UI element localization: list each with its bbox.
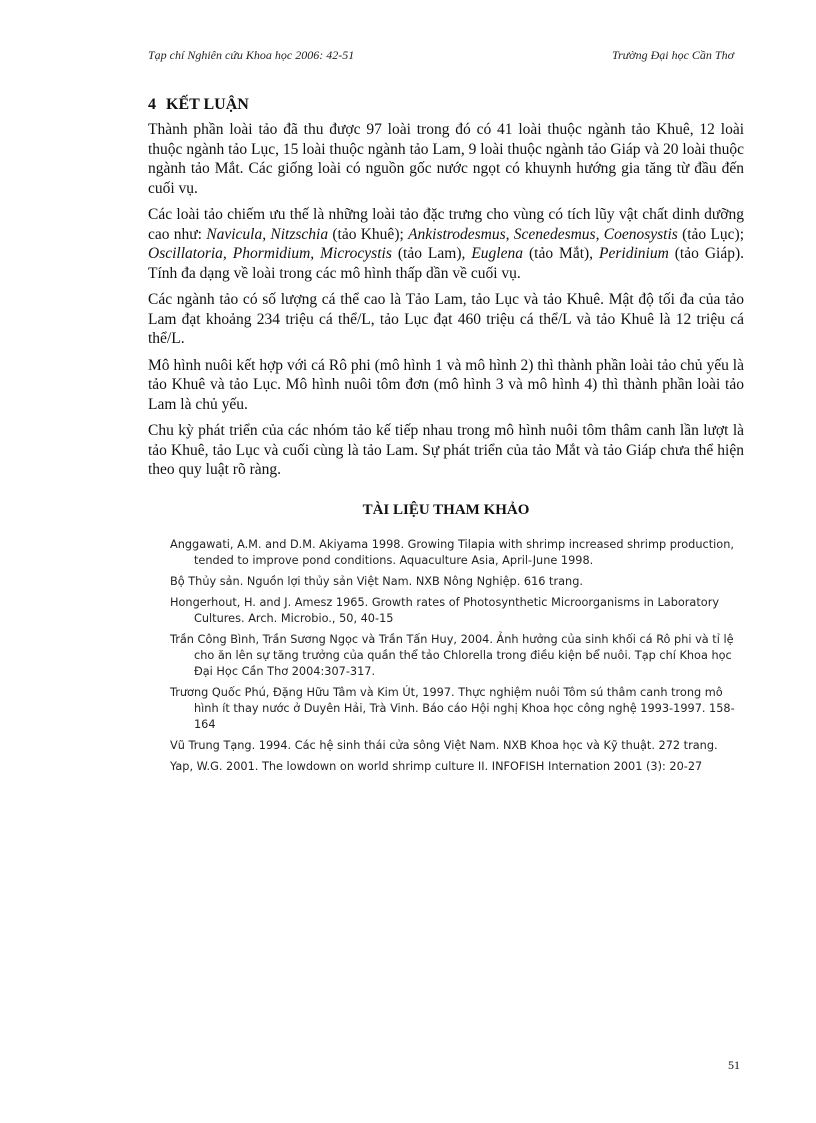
page-number: 51 [728,1058,740,1072]
paragraph-text: (tảo Giáp). Tính đa dạng về loài trong các mô hình thấp dần về cuối vụ. [148,245,744,282]
species-name: Euglena [471,245,523,262]
conclusion-paragraph-2 [148,205,744,283]
species-name: Oscillatoria, Phormidium, Microcystis [148,245,392,262]
paragraph-text: Các loài tảo chiếm ưu thế là những loài tảo đặc trưng cho vùng có tích lũy vật chất dinh dưỡng cao như: [148,206,744,243]
paragraph-text: (tảo Lam), [391,245,472,262]
species-name: Navicula, Nitzschia [206,225,329,243]
section-title: KẾT LUẬN [166,96,249,113]
running-header [148,48,734,63]
reference-item: Bộ Thủy sản. Nguồn lợi thủy sản Việt Nam. NXB Nông Nghiệp. 616 trang. [170,574,583,588]
species-name: Peridinium [599,245,669,262]
section-heading [148,96,744,114]
conclusion-paragraph-3: Các ngành tảo có số lượng cá thể cao là Tảo Lam, tảo Lục và tảo Khuê. Mật độ tối đa của tảo Lam đạt khoảng 234 triệu cá thể/L, tảo Lục đạt 460 triệu cá thể/L và tảo Khuê là 12 triệu cá thể/L. [148,291,744,347]
reference-item: Hongerhout, H. and J. Amesz 1965. Growth rates of Photosynthetic Microorganisms in Laboratory Cultures. Arch. Microbio., 50, 40-15 [170,595,720,625]
reference-list [148,537,744,775]
paragraph-text: (tảo Mắt), [523,245,600,262]
institution-name: Trường Đại học Cần Thơ [611,48,734,62]
reference-item: Yap, W.G. 2001. The lowdown on world shrimp culture II. INFOFISH Internation 2001 (3): 20-27 [170,759,703,773]
reference-item: Trương Quốc Phú, Đặng Hữu Tâm và Kim Út, 1997. Thực nghiệm nuôi Tôm sú thâm canh trong mô hình ít thay nước ở Duyên Hải, Trà Vinh. Báo cáo Hội nghị Khoa học công nghệ 1993-1997. 158-164 [170,685,735,731]
paragraph-text: (tảo Khuê); [328,225,409,243]
reference-item: Vũ Trung Tạng. 1994. Các hệ sinh thái cửa sông Việt Nam. NXB Khoa học và Kỹ thuật. 272 trang. [170,738,718,752]
paragraph-text: (tảo Lục); [677,225,745,243]
journal-citation: Tạp chí Nghiên cứu Khoa học 2006: 42-51 [148,48,355,62]
references-heading: TÀI LIỆU THAM KHẢO [362,501,530,518]
main-content [148,96,744,780]
species-name: Ankistrodesmus, Scenedesmus, Coenosystis [408,225,678,243]
conclusion-paragraph-4: Mô hình nuôi kết hợp với cá Rô phi (mô hình 1 và mô hình 2) thì thành phần loài tảo chủ yếu là tảo Khuê và tảo Lục. Mô hình nuôi tôm đơn (mô hình 3 và mô hình 4) thì thành phần loài tảo Lam là chủ yếu. [148,356,744,413]
reference-item: Trần Công Bình, Trần Sương Ngọc và Trần Tấn Huy, 2004. Ảnh hưởng của sinh khối cá Rô phi và tỉ lệ cho ăn lên sự tăng trưởng của quần thể tảo Chlorella trong điều kiện bể nuôi. Tạp chí Khoa học Đại Học Cần Thơ 2004:307-317. [170,632,734,678]
reference-item: Anggawati, A.M. and D.M. Akiyama 1998. Growing Tilapia with shrimp increased shrimp production, tended to improve pond conditions. Aquaculture Asia, April-June 1998. [170,537,734,567]
conclusion-paragraph-5: Chu kỳ phát triển của các nhóm tảo kế tiếp nhau trong mô hình nuôi tôm thâm canh lần lượt là tảo Khuê, tảo Lục và cuối cùng là tảo Lam. Sự phát triển của tảo Mắt và tảo Giáp chưa thể hiện theo quy luật rõ ràng. [148,422,744,478]
section-number: 4 [148,96,156,113]
conclusion-paragraph-1: Thành phần loài tảo đã thu được 97 loài trong đó có 41 loài thuộc ngành tảo Khuê, 12 loài thuộc ngành tảo Lục, 15 loài thuộc ngành tảo Lam, 9 loài thuộc ngành tảo Giáp và 20 loài thuộc ngành tảo Mắt. Các giống loài có nguồn gốc nước ngọt có khuynh hướng gia tăng từ đầu đến cuối vụ. [148,121,744,197]
